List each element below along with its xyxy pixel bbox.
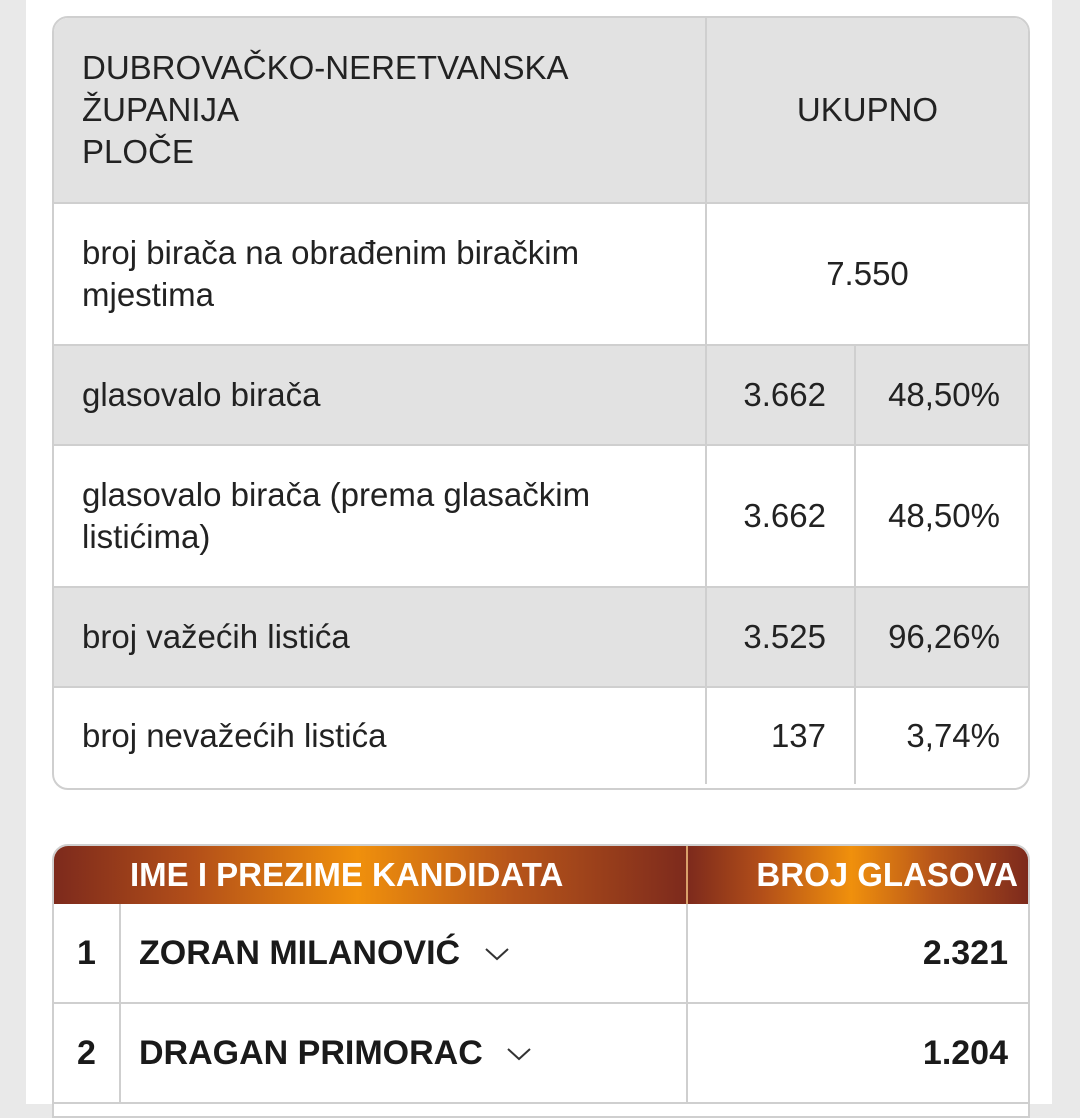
summary-row-voted-ballots — [54, 445, 1028, 587]
municipality-name: PLOČE — [82, 133, 194, 170]
candidates-table — [52, 844, 1030, 1118]
candidate-votes: 1.204 — [687, 1003, 1028, 1103]
summary-row-value: 137 — [706, 687, 855, 784]
summary-row-percent: 48,50% — [855, 345, 1028, 445]
summary-row-percent: 3,74% — [906, 717, 1000, 754]
location-header — [54, 18, 706, 203]
county-suffix: ŽUPANIJA — [82, 91, 240, 128]
summary-row-value: 3.525 — [706, 587, 855, 687]
summary-row-label: glasovalo birača (prema glasačkim listićima) — [54, 445, 706, 587]
summary-row-valid — [54, 587, 1028, 687]
summary-row-label: broj birača na obrađenim biračkim mjestima — [54, 203, 706, 345]
summary-row-percent: 96,26% — [855, 587, 1028, 687]
total-header: UKUPNO — [706, 18, 1028, 203]
candidate-name-header: IME I PREZIME KANDIDATA — [54, 846, 687, 904]
votes-header: BROJ GLASOVA — [687, 846, 1028, 904]
candidate-name-cell[interactable] — [120, 904, 687, 1003]
summary-row-label: broj važećih listića — [54, 587, 706, 687]
candidate-name: DRAGAN PRIMORAC — [139, 1033, 483, 1072]
summary-row-voted — [54, 345, 1028, 445]
summary-row-label: glasovalo birača — [54, 345, 706, 445]
candidate-row[interactable] — [54, 904, 1028, 1003]
summary-row-value: 3.662 — [706, 345, 855, 445]
candidate-rank: 1 — [54, 904, 120, 1003]
summary-row-percent: 48,50% — [855, 445, 1028, 587]
summary-row-value: 7.550 — [706, 203, 1028, 345]
chevron-down-icon[interactable] — [506, 1032, 532, 1071]
summary-header-row — [54, 18, 1028, 203]
candidate-row[interactable] — [54, 1003, 1028, 1103]
candidate-name: ZORAN MILANOVIĆ — [139, 933, 461, 972]
candidate-rank: 2 — [54, 1003, 120, 1103]
candidate-votes: 2.321 — [687, 904, 1028, 1003]
county-name: DUBROVAČKO-NERETVANSKA — [82, 49, 569, 86]
election-summary-table — [52, 16, 1030, 790]
summary-row-label: broj nevažećih listića — [54, 687, 706, 784]
summary-row-invalid — [54, 687, 1028, 784]
chevron-down-icon[interactable] — [484, 932, 510, 971]
summary-row-voters — [54, 203, 1028, 345]
candidates-header-row — [54, 846, 1028, 904]
candidate-name-cell[interactable] — [120, 1003, 687, 1103]
summary-row-value: 3.662 — [706, 445, 855, 587]
